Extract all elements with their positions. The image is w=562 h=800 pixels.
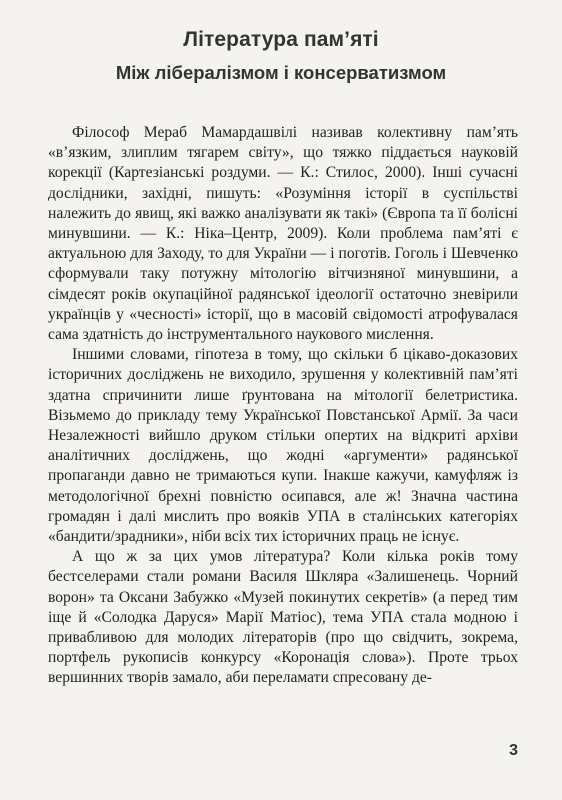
page-number: 3: [509, 742, 518, 759]
paragraph: А що ж за цих умов література? Коли кілька років тому бестселерами стали романи Василя Шкляра «Залишенець. Чорний ворон» та Оксани Забужко «Музей покинутих секретів» (а перед тим іще й «Солодка Даруся» Марії Матіос), тема УПА стала модною і привабливою для молодих літераторів (про що свідчить, зокрема, портфель рукописів конкурсу «Коронація слова»). Проте трьох вершинних творів замало, аби переламати спресовану де-: [48, 548, 518, 687]
body-text: [48, 123, 518, 689]
paragraph: Іншими словами, гіпотеза в тому, що скільки б цікаво-доказових історичних досліджень не виходило, зрушення у колективній пам’яті здатна спричинити лише ґрунтована на мітології белетристика. Візьмемо до прикладу тему Української Повстанської Армії. За часи Незалежності вийшло друком стільки опертих на відкриті архіви аналітичних досліджень, що жодні «аргументи» радянської пропаганди давно не тримаються купи. Інакше кажучи, камуфляж із методологічної брехні повністю осипався, але ж! Значна частина громадян і далі мислить про вояків УПА в сталінських категоріях «бандити/зрадники», ніби всіх тих історичних праць не існує.: [48, 346, 518, 546]
paragraph: Філософ Мераб Мамардашвілі називав колективну пам’ять «в’язким, злиплим тягарем світу», що тяжко піддається науковій корекції (Картезіанські роздуми. — К.: Стилос, 2000). Інші сучасні дослідники, західні, пишуть: «Розуміння історії в суспільстві належить до явищ, які важко аналізувати як такі» (Європа та її болісні минувшини. — К.: Ніка–Центр, 2009). Коли проблема пам’яті є актуальною для Заходу, то для України — і поготів. Гоголь і Шевченко сформували таку потужну мітологію вітчизняної минувшини, а сімдесят років окупаційної радянської ідеології остаточно зневірили українців у «чесності» історії, що в масовій свідомості атрофувалася сама здатність до інструментального наукового мислення.: [48, 124, 518, 344]
chapter-subtitle: Між лібералізмом і консерватизмом: [115, 62, 447, 83]
chapter-title: Література пам’яті: [183, 28, 379, 51]
